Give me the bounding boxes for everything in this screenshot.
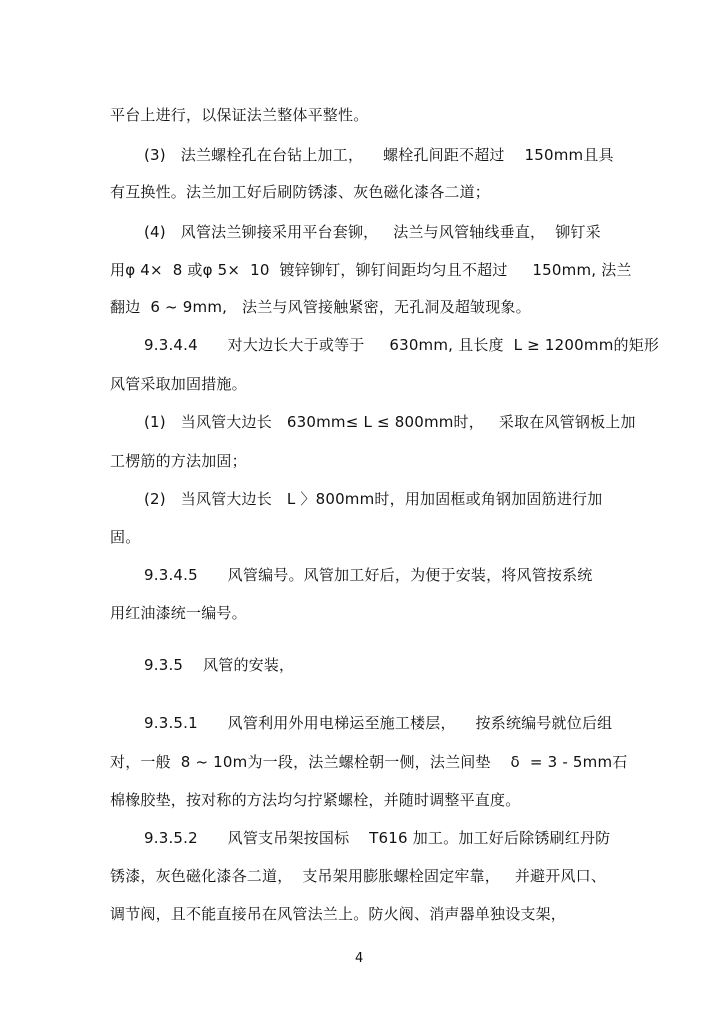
text-line-11: (2) 当风管大边长 L 〉800mm时，用加固框或角钢加固筋进行加 [144, 490, 603, 508]
text-line-14: 用红油漆统一编号。 [110, 604, 247, 622]
text-line-2: (3) 法兰螺栓孔在台钻上加工， 螺栓孔间距不超过 150mm且具 [144, 146, 614, 164]
text-line-18: 棉橡胶垫，按对称的方法均匀拧紧螺栓，并随时调整平直度。 [110, 791, 521, 809]
text-line-1: 平台上进行，以保证法兰整体平整性。 [110, 106, 369, 124]
text-line-15: 9.3.5 风管的安装， [144, 656, 295, 674]
text-line-10: 工楞筋的方法加固； [110, 452, 247, 470]
text-line-9: (1) 当风管大边长 630mm≤ L ≤ 800mm时， 采取在风管钢板上加 [144, 413, 636, 431]
text-line-7: 9.3.4.4 对大边长大于或等于 630mm, 且长度 L ≥ 1200mm的矩形 [144, 336, 660, 354]
text-line-19: 9.3.5.2 风管支吊架按国标 T616 加工。加工好后除锈刷红丹防 [144, 829, 611, 847]
text-line-8: 风管采取加固措施。 [110, 375, 247, 393]
text-line-17: 对，一般 8 ~ 10m为一段，法兰螺栓朝一侧，法兰间垫 δ = 3 - 5mm石 [110, 753, 628, 771]
page-number: 4 [355, 951, 364, 966]
text-line-16: 9.3.5.1 风管利用外用电梯运至施工楼层， 按系统编号就位后组 [144, 714, 613, 732]
text-line-5: 用φ 4× 8 或φ 5× 10 镀锌铆钉，铆钉间距均匀且不超过 150mm, 法兰 [110, 261, 632, 279]
text-line-20: 锈漆，灰色磁化漆各二道， 支吊架用膨胀螺栓固定牢靠， 并避开风口、 [110, 867, 607, 885]
text-line-13: 9.3.4.5 风管编号。风管加工好后，为便于安装，将风管按系统 [144, 566, 593, 584]
text-line-4: (4) 风管法兰铆接采用平台套铆， 法兰与风管轴线垂直， 铆钉采 [144, 223, 601, 241]
text-line-21: 调节阀，且不能直接吊在风管法兰上。防火阀、消声器单独设支架， [110, 905, 567, 923]
text-line-12: 固。 [110, 528, 141, 546]
text-line-3: 有互换性。法兰加工好后刷防锈漆、灰色磁化漆各二道； [110, 183, 491, 201]
text-line-6: 翻边 6 ~ 9mm, 法兰与风管接触紧密，无孔洞及超皱现象。 [110, 298, 531, 316]
